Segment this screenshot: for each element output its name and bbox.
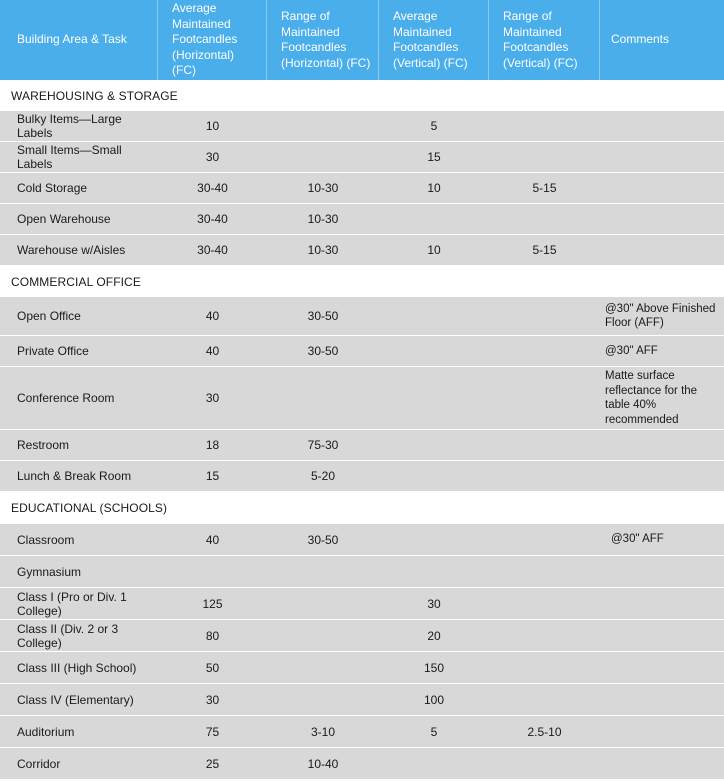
range-horizontal-cell: 10-30 [267,204,379,235]
avg-vertical-cell [379,556,489,588]
range-horizontal-cell: 10-30 [267,235,379,266]
comment-cell: @30" AFF [600,336,724,367]
table-row [0,297,724,336]
task-cell: Open Office [0,297,158,336]
table-row [0,684,724,716]
table-row [0,204,724,235]
range-horizontal-cell: 10-40 [267,748,379,780]
avg-vertical-cell: 100 [379,684,489,716]
range-horizontal-cell: 3-10 [267,716,379,748]
table-row [0,748,724,780]
avg-horizontal-cell: 30 [158,142,267,173]
table-row [0,111,724,142]
avg-vertical-cell: 5 [379,716,489,748]
avg-horizontal-cell: 75 [158,716,267,748]
range-horizontal-cell [267,367,379,430]
task-cell: Cold Storage [0,173,158,204]
task-cell: Private Office [0,336,158,367]
avg-vertical-cell [379,204,489,235]
task-cell: Classroom [0,524,158,556]
table-row [0,235,724,266]
avg-horizontal-cell: 10 [158,111,267,142]
table-row [0,620,724,652]
section-title: WAREHOUSING & STORAGE [0,80,724,111]
comment-cell [600,461,724,492]
task-cell: Auditorium [0,716,158,748]
comment-cell [600,235,724,266]
table-row [0,173,724,204]
range-vertical-cell [489,297,600,336]
task-cell: Restroom [0,430,158,461]
avg-horizontal-cell: 80 [158,620,267,652]
table-row [0,461,724,492]
table-row [0,367,724,430]
range-vertical-cell [489,524,600,556]
comment-cell [600,173,724,204]
range-horizontal-cell [267,556,379,588]
avg-vertical-cell: 150 [379,652,489,684]
task-cell: Corridor [0,748,158,780]
comment-cell [600,684,724,716]
header-building-area: Building Area & Task [0,0,158,80]
table-row [0,556,724,588]
task-cell: Class II (Div. 2 or 3 College) [0,620,158,652]
range-horizontal-cell [267,684,379,716]
section-header-row [0,492,724,524]
comment-cell [600,204,724,235]
range-vertical-cell [489,461,600,492]
avg-horizontal-cell: 30-40 [158,173,267,204]
avg-horizontal-cell: 30-40 [158,204,267,235]
task-cell: Class I (Pro or Div. 1 College) [0,588,158,620]
header-avg-horizontal: Average Maintained Footcandles (Horizontal) (FC) [158,0,267,80]
task-cell: Open Warehouse [0,204,158,235]
task-cell: Class IV (Elementary) [0,684,158,716]
avg-horizontal-cell: 30-40 [158,235,267,266]
task-cell: Warehouse w/Aisles [0,235,158,266]
avg-vertical-cell [379,367,489,430]
range-horizontal-cell [267,142,379,173]
task-cell: Gymnasium [0,556,158,588]
table-row [0,430,724,461]
range-horizontal-cell [267,111,379,142]
table-row [0,142,724,173]
avg-vertical-cell: 30 [379,588,489,620]
avg-horizontal-cell: 30 [158,367,267,430]
range-vertical-cell [489,336,600,367]
task-cell: Bulky Items—Large Labels [0,111,158,142]
range-horizontal-cell: 75-30 [267,430,379,461]
avg-vertical-cell [379,430,489,461]
table-header-row [0,0,724,80]
range-vertical-cell [489,620,600,652]
range-vertical-cell [489,684,600,716]
range-vertical-cell: 5-15 [489,173,600,204]
avg-horizontal-cell: 18 [158,430,267,461]
avg-horizontal-cell: 40 [158,297,267,336]
range-horizontal-cell: 5-20 [267,461,379,492]
comment-cell [600,716,724,748]
range-vertical-cell [489,430,600,461]
avg-vertical-cell [379,297,489,336]
range-horizontal-cell: 10-30 [267,173,379,204]
range-horizontal-cell [267,588,379,620]
table-row [0,652,724,684]
table-row [0,716,724,748]
avg-vertical-cell [379,461,489,492]
range-horizontal-cell [267,620,379,652]
range-vertical-cell [489,111,600,142]
comment-cell [600,430,724,461]
range-horizontal-cell: 30-50 [267,297,379,336]
header-range-vertical: Range of Maintained Footcandles (Vertical) (FC) [489,0,600,80]
avg-horizontal-cell: 125 [158,588,267,620]
avg-vertical-cell: 10 [379,235,489,266]
section-header-row [0,266,724,297]
table-row [0,524,724,556]
avg-vertical-cell: 20 [379,620,489,652]
table-row [0,588,724,620]
comment-cell [600,588,724,620]
comment-cell [600,748,724,780]
task-cell: Lunch & Break Room [0,461,158,492]
range-horizontal-cell: 30-50 [267,336,379,367]
avg-horizontal-cell [158,556,267,588]
comment-cell: @30" Above Finished Floor (AFF) [600,297,724,336]
avg-vertical-cell: 5 [379,111,489,142]
range-horizontal-cell: 30-50 [267,524,379,556]
avg-horizontal-cell: 50 [158,652,267,684]
section-header-row [0,80,724,111]
comment-cell [600,111,724,142]
range-vertical-cell [489,588,600,620]
avg-horizontal-cell: 25 [158,748,267,780]
section-title: EDUCATIONAL (SCHOOLS) [0,492,724,524]
range-vertical-cell [489,652,600,684]
range-vertical-cell [489,748,600,780]
avg-horizontal-cell: 40 [158,336,267,367]
range-vertical-cell: 2.5-10 [489,716,600,748]
task-cell: Small Items—Small Labels [0,142,158,173]
header-range-horizontal: Range of Maintained Footcandles (Horizontal) (FC) [267,0,379,80]
avg-vertical-cell [379,336,489,367]
comment-cell [600,556,724,588]
range-vertical-cell [489,204,600,235]
comment-cell: Matte surface reflectance for the table 40% recommended [600,367,724,430]
range-vertical-cell [489,556,600,588]
range-horizontal-cell [267,652,379,684]
avg-horizontal-cell: 40 [158,524,267,556]
avg-vertical-cell [379,748,489,780]
range-vertical-cell: 5-15 [489,235,600,266]
comment-cell [600,142,724,173]
range-vertical-cell [489,367,600,430]
section-title: COMMERCIAL OFFICE [0,266,724,297]
range-vertical-cell [489,142,600,173]
task-cell: Conference Room [0,367,158,430]
avg-vertical-cell: 10 [379,173,489,204]
avg-vertical-cell: 15 [379,142,489,173]
header-comments: Comments [600,0,724,80]
header-avg-vertical: Average Maintained Footcandles (Vertical) (FC) [379,0,489,80]
table-row [0,336,724,367]
avg-horizontal-cell: 15 [158,461,267,492]
avg-horizontal-cell: 30 [158,684,267,716]
comment-cell: @30" AFF [600,524,724,556]
comment-cell [600,652,724,684]
comment-cell [600,620,724,652]
task-cell: Class III (High School) [0,652,158,684]
avg-vertical-cell [379,524,489,556]
